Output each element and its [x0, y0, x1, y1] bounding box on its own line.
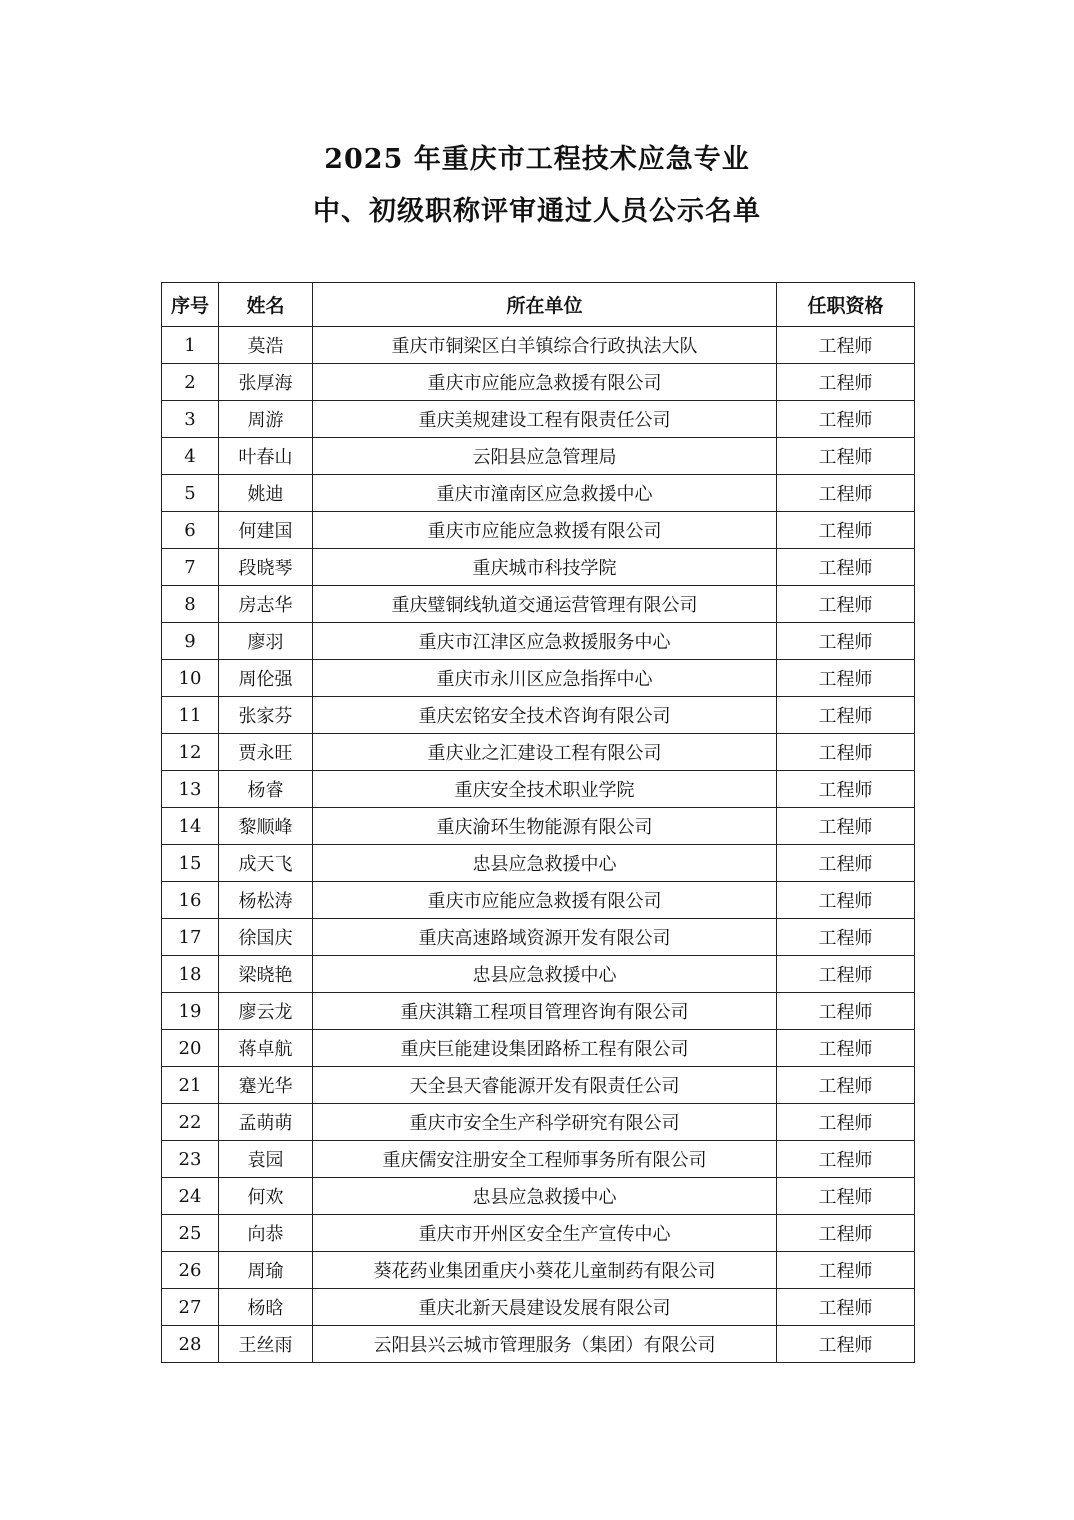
- cell-name: 黎顺峰: [219, 808, 313, 845]
- cell-serial-number: 6: [162, 512, 219, 549]
- cell-name: 蒋卓航: [219, 1030, 313, 1067]
- cell-name: 贾永旺: [219, 734, 313, 771]
- table-row: [162, 1326, 915, 1363]
- cell-organization: 重庆市潼南区应急救援中心: [313, 475, 777, 512]
- cell-qualification: 工程师: [777, 845, 915, 882]
- header-serial-number: 序号: [162, 283, 219, 327]
- cell-name: 姚迪: [219, 475, 313, 512]
- cell-organization: 忠县应急救援中心: [313, 1178, 777, 1215]
- cell-serial-number: 8: [162, 586, 219, 623]
- cell-serial-number: 13: [162, 771, 219, 808]
- table-body: [162, 327, 915, 1363]
- table-row: [162, 956, 915, 993]
- cell-organization: 重庆市开州区安全生产宣传中心: [313, 1215, 777, 1252]
- cell-serial-number: 10: [162, 660, 219, 697]
- table-row: [162, 734, 915, 771]
- cell-qualification: 工程师: [777, 956, 915, 993]
- header-qualification: 任职资格: [777, 283, 915, 327]
- personnel-table: [161, 282, 915, 1363]
- cell-name: 莫浩: [219, 327, 313, 364]
- cell-organization: 重庆璧铜线轨道交通运营管理有限公司: [313, 586, 777, 623]
- cell-serial-number: 3: [162, 401, 219, 438]
- cell-qualification: 工程师: [777, 1178, 915, 1215]
- table-row: [162, 401, 915, 438]
- title-line-2: 中、初级职称评审通过人员公示名单: [313, 196, 761, 227]
- table-row: [162, 327, 915, 364]
- cell-serial-number: 27: [162, 1289, 219, 1326]
- cell-serial-number: 12: [162, 734, 219, 771]
- cell-organization: 葵花药业集团重庆小葵花儿童制药有限公司: [313, 1252, 777, 1289]
- table-row: [162, 1030, 915, 1067]
- title-line-1: 2025 年重庆市工程技术应急专业: [324, 144, 750, 175]
- cell-qualification: 工程师: [777, 660, 915, 697]
- cell-serial-number: 15: [162, 845, 219, 882]
- cell-name: 蹇光华: [219, 1067, 313, 1104]
- cell-organization: 重庆安全技术职业学院: [313, 771, 777, 808]
- cell-organization: 重庆城市科技学院: [313, 549, 777, 586]
- cell-name: 梁晓艳: [219, 956, 313, 993]
- cell-serial-number: 14: [162, 808, 219, 845]
- table-row: [162, 808, 915, 845]
- cell-organization: 重庆市安全生产科学研究有限公司: [313, 1104, 777, 1141]
- cell-organization: 重庆市应能应急救援有限公司: [313, 512, 777, 549]
- table-row: [162, 882, 915, 919]
- cell-organization: 重庆美规建设工程有限责任公司: [313, 401, 777, 438]
- cell-name: 张厚海: [219, 364, 313, 401]
- table-row: [162, 1141, 915, 1178]
- cell-organization: 重庆高速路域资源开发有限公司: [313, 919, 777, 956]
- table-row: [162, 660, 915, 697]
- cell-name: 向恭: [219, 1215, 313, 1252]
- cell-organization: 重庆业之汇建设工程有限公司: [313, 734, 777, 771]
- cell-qualification: 工程师: [777, 1067, 915, 1104]
- table-row: [162, 1104, 915, 1141]
- table-row: [162, 1178, 915, 1215]
- cell-organization: 重庆市铜梁区白羊镇综合行政执法大队: [313, 327, 777, 364]
- cell-qualification: 工程师: [777, 919, 915, 956]
- cell-qualification: 工程师: [777, 364, 915, 401]
- cell-serial-number: 2: [162, 364, 219, 401]
- cell-organization: 天全县天睿能源开发有限责任公司: [313, 1067, 777, 1104]
- cell-name: 段晓琴: [219, 549, 313, 586]
- cell-serial-number: 21: [162, 1067, 219, 1104]
- cell-organization: 重庆巨能建设集团路桥工程有限公司: [313, 1030, 777, 1067]
- cell-qualification: 工程师: [777, 586, 915, 623]
- cell-name: 王丝雨: [219, 1326, 313, 1363]
- cell-name: 周伦强: [219, 660, 313, 697]
- cell-name: 叶春山: [219, 438, 313, 475]
- cell-serial-number: 19: [162, 993, 219, 1030]
- cell-organization: 云阳县兴云城市管理服务（集团）有限公司: [313, 1326, 777, 1363]
- cell-qualification: 工程师: [777, 808, 915, 845]
- cell-serial-number: 9: [162, 623, 219, 660]
- table-row: [162, 586, 915, 623]
- cell-name: 孟萌萌: [219, 1104, 313, 1141]
- cell-organization: 重庆儒安注册安全工程师事务所有限公司: [313, 1141, 777, 1178]
- header-organization: 所在单位: [313, 283, 777, 327]
- cell-serial-number: 16: [162, 882, 219, 919]
- table-row: [162, 475, 915, 512]
- cell-qualification: 工程师: [777, 993, 915, 1030]
- cell-serial-number: 4: [162, 438, 219, 475]
- cell-name: 杨睿: [219, 771, 313, 808]
- cell-qualification: 工程师: [777, 549, 915, 586]
- cell-name: 张家芬: [219, 697, 313, 734]
- cell-qualification: 工程师: [777, 475, 915, 512]
- table-row: [162, 1289, 915, 1326]
- cell-qualification: 工程师: [777, 697, 915, 734]
- cell-name: 徐国庆: [219, 919, 313, 956]
- cell-qualification: 工程师: [777, 327, 915, 364]
- table-row: [162, 1067, 915, 1104]
- cell-qualification: 工程师: [777, 623, 915, 660]
- cell-qualification: 工程师: [777, 1252, 915, 1289]
- cell-organization: 重庆渝环生物能源有限公司: [313, 808, 777, 845]
- cell-serial-number: 28: [162, 1326, 219, 1363]
- cell-name: 廖羽: [219, 623, 313, 660]
- cell-qualification: 工程师: [777, 1030, 915, 1067]
- cell-serial-number: 1: [162, 327, 219, 364]
- table-row: [162, 993, 915, 1030]
- cell-serial-number: 17: [162, 919, 219, 956]
- cell-qualification: 工程师: [777, 771, 915, 808]
- cell-organization: 重庆淇籍工程项目管理咨询有限公司: [313, 993, 777, 1030]
- cell-name: 何建国: [219, 512, 313, 549]
- cell-qualification: 工程师: [777, 734, 915, 771]
- cell-serial-number: 7: [162, 549, 219, 586]
- cell-serial-number: 11: [162, 697, 219, 734]
- cell-name: 何欢: [219, 1178, 313, 1215]
- cell-organization: 重庆市应能应急救援有限公司: [313, 882, 777, 919]
- table-row: [162, 438, 915, 475]
- cell-organization: 重庆宏铭安全技术咨询有限公司: [313, 697, 777, 734]
- cell-name: 袁园: [219, 1141, 313, 1178]
- cell-qualification: 工程师: [777, 882, 915, 919]
- cell-qualification: 工程师: [777, 1289, 915, 1326]
- table-row: [162, 919, 915, 956]
- cell-qualification: 工程师: [777, 1141, 915, 1178]
- cell-qualification: 工程师: [777, 1215, 915, 1252]
- cell-organization: 重庆市江津区应急救援服务中心: [313, 623, 777, 660]
- cell-organization: 重庆北新天晨建设发展有限公司: [313, 1289, 777, 1326]
- cell-organization: 重庆市永川区应急指挥中心: [313, 660, 777, 697]
- cell-name: 周游: [219, 401, 313, 438]
- table-row: [162, 845, 915, 882]
- cell-serial-number: 26: [162, 1252, 219, 1289]
- cell-organization: 重庆市应能应急救援有限公司: [313, 364, 777, 401]
- cell-serial-number: 25: [162, 1215, 219, 1252]
- cell-name: 成天飞: [219, 845, 313, 882]
- document-title: [0, 138, 1074, 234]
- cell-serial-number: 24: [162, 1178, 219, 1215]
- cell-name: 廖云龙: [219, 993, 313, 1030]
- cell-name: 杨晗: [219, 1289, 313, 1326]
- cell-name: 周瑜: [219, 1252, 313, 1289]
- cell-qualification: 工程师: [777, 1326, 915, 1363]
- cell-serial-number: 18: [162, 956, 219, 993]
- header-name: 姓名: [219, 283, 313, 327]
- cell-serial-number: 5: [162, 475, 219, 512]
- cell-qualification: 工程师: [777, 401, 915, 438]
- cell-organization: 忠县应急救援中心: [313, 956, 777, 993]
- table-row: [162, 512, 915, 549]
- cell-qualification: 工程师: [777, 512, 915, 549]
- table-row: [162, 364, 915, 401]
- table-row: [162, 771, 915, 808]
- cell-serial-number: 20: [162, 1030, 219, 1067]
- table-row: [162, 1252, 915, 1289]
- table-header-row: [162, 283, 915, 327]
- table-row: [162, 549, 915, 586]
- table-row: [162, 623, 915, 660]
- cell-qualification: 工程师: [777, 1104, 915, 1141]
- cell-organization: 忠县应急救援中心: [313, 845, 777, 882]
- table-row: [162, 697, 915, 734]
- cell-organization: 云阳县应急管理局: [313, 438, 777, 475]
- cell-name: 房志华: [219, 586, 313, 623]
- cell-qualification: 工程师: [777, 438, 915, 475]
- cell-serial-number: 22: [162, 1104, 219, 1141]
- table-row: [162, 1215, 915, 1252]
- cell-serial-number: 23: [162, 1141, 219, 1178]
- cell-name: 杨松涛: [219, 882, 313, 919]
